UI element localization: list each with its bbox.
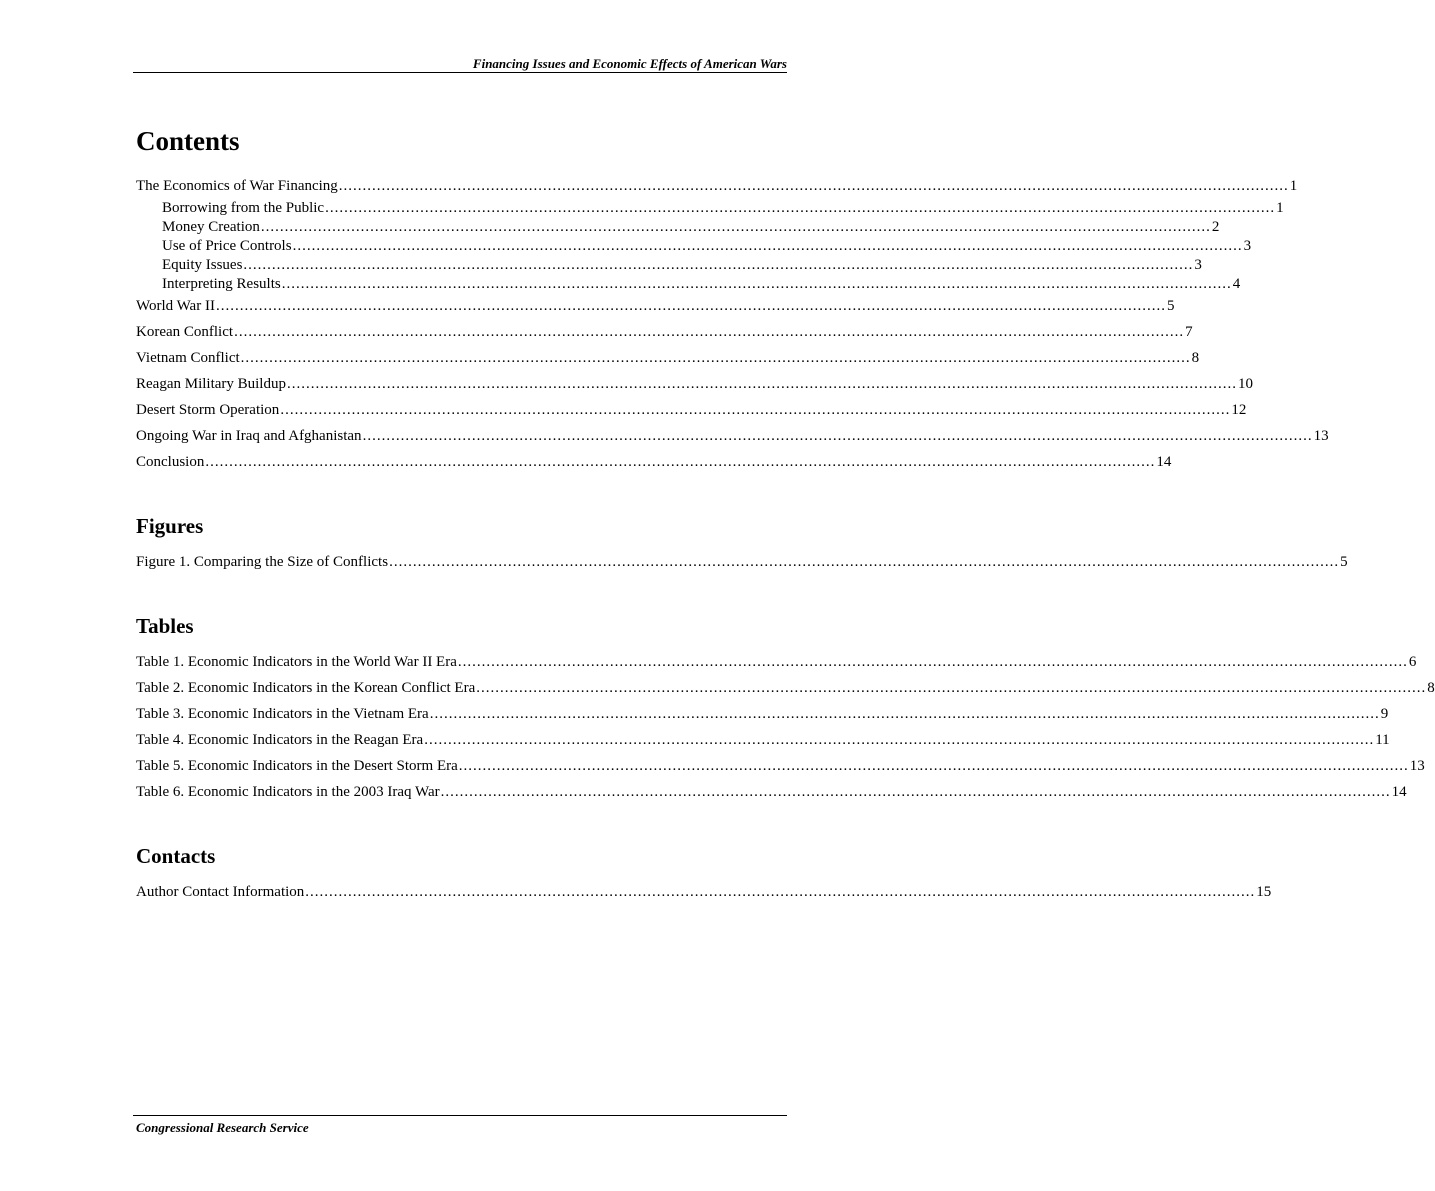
toc-entry-page: 13 xyxy=(1313,428,1329,444)
toc-entry-label: The Economics of War Financing xyxy=(136,178,338,194)
toc-entry-money-creation[interactable] xyxy=(162,218,1220,237)
toc-entry-label: Money Creation xyxy=(162,219,260,235)
toc-entry-label: Ongoing War in Iraq and Afghanistan xyxy=(136,428,362,444)
toc-entry-page: 3 xyxy=(1243,238,1252,254)
dot-leader: ........................................................................................................................................................................................................ xyxy=(234,324,1185,340)
toc-entry-label: Vietnam Conflict xyxy=(136,350,240,366)
contacts-title: Contacts xyxy=(136,844,216,868)
toc-entry-korean-conflict[interactable] xyxy=(136,323,1193,342)
dot-leader: ........................................................................................................................................................................................................ xyxy=(338,178,1289,194)
toc-entry-page: 3 xyxy=(1194,257,1202,273)
toc-entry-world-war-ii[interactable] xyxy=(136,297,1175,316)
footer-rule xyxy=(133,1115,787,1116)
toc-entry-page: 9 xyxy=(1380,706,1389,722)
toc-entry-label: Desert Storm Operation xyxy=(136,402,280,418)
toc-entry-use-of-price-controls[interactable] xyxy=(162,237,1252,256)
dot-leader: ........................................................................................................................................................................................................ xyxy=(280,402,1231,418)
toc-entry-ongoing-war-iraq-afghanistan[interactable] xyxy=(136,427,1329,446)
toc-entry-page: 14 xyxy=(1156,454,1172,470)
toc-entry-label: Author Contact Information xyxy=(136,884,305,900)
toc-entry-page: 2 xyxy=(1211,219,1220,235)
tables-title: Tables xyxy=(136,614,194,638)
dot-leader: ........................................................................................................................................................................................................ xyxy=(281,276,1232,292)
toc-entry-table-6[interactable] xyxy=(136,783,1407,802)
toc-entry-table-2[interactable] xyxy=(136,679,1435,698)
toc-entry-label: Interpreting Results xyxy=(162,276,281,292)
toc-entry-page: 12 xyxy=(1231,402,1247,418)
dot-leader: ........................................................................................................................................................................................................ xyxy=(215,298,1166,314)
dot-leader: ........................................................................................................................................................................................................ xyxy=(305,884,1256,900)
dot-leader: ........................................................................................................................................................................................................ xyxy=(440,784,1391,800)
toc-entry-table-1[interactable] xyxy=(136,653,1417,672)
toc-entry-table-3[interactable] xyxy=(136,705,1389,724)
contents-title: Contents xyxy=(136,126,240,156)
toc-entry-economics-of-war-financing[interactable] xyxy=(136,177,1298,196)
toc-entry-label: Figure 1. Comparing the Size of Conflicts xyxy=(136,554,389,570)
toc-entry-label: Table 3. Economic Indicators in the Vietnam Era xyxy=(136,706,429,722)
toc-entry-table-4[interactable] xyxy=(136,731,1390,750)
toc-entry-page: 6 xyxy=(1408,654,1417,670)
dot-leader: ........................................................................................................................................................................................................ xyxy=(243,257,1194,273)
dot-leader: ........................................................................................................................................................................................................ xyxy=(457,654,1408,670)
toc-entry-page: 1 xyxy=(1276,200,1284,216)
toc-entry-label: Table 5. Economic Indicators in the Desert Storm Era xyxy=(136,758,458,774)
toc-entry-label: Borrowing from the Public xyxy=(162,200,325,216)
toc-entry-page: 13 xyxy=(1409,758,1425,774)
toc-entry-page: 5 xyxy=(1166,298,1175,314)
toc-entry-label: Korean Conflict xyxy=(136,324,234,340)
toc-entry-conclusion[interactable] xyxy=(136,453,1172,472)
running-header: Financing Issues and Economic Effects of American Wars xyxy=(472,56,787,71)
dot-leader: ........................................................................................................................................................................................................ xyxy=(458,758,1409,774)
dot-leader: ........................................................................................................................................................................................................ xyxy=(362,428,1313,444)
toc-entry-label: World War II xyxy=(136,298,215,314)
dot-leader: ........................................................................................................................................................................................................ xyxy=(260,219,1211,235)
figures-title: Figures xyxy=(136,514,204,538)
dot-leader: ........................................................................................................................................................................................................ xyxy=(476,680,1427,696)
toc-entry-page: 11 xyxy=(1375,732,1390,748)
toc-entry-page: 10 xyxy=(1237,376,1253,392)
toc-entry-reagan-military-buildup[interactable] xyxy=(136,375,1253,394)
toc-entry-label: Table 6. Economic Indicators in the 2003 Iraq War xyxy=(136,784,440,800)
toc-entry-label: Conclusion xyxy=(136,454,205,470)
dot-leader: ........................................................................................................................................................................................................ xyxy=(205,454,1156,470)
toc-entry-interpreting-results[interactable] xyxy=(162,275,1241,294)
toc-entry-label: Reagan Military Buildup xyxy=(136,376,286,392)
toc-entry-borrowing-from-the-public[interactable] xyxy=(162,199,1284,218)
dot-leader: ........................................................................................................................................................................................................ xyxy=(240,350,1191,366)
dot-leader: ........................................................................................................................................................................................................ xyxy=(286,376,1237,392)
dot-leader: ........................................................................................................................................................................................................ xyxy=(292,238,1243,254)
footer-text: Congressional Research Service xyxy=(136,1120,309,1135)
toc-entry-label: Use of Price Controls xyxy=(162,238,292,254)
toc-entry-page: 15 xyxy=(1256,884,1272,900)
toc-entry-page: 4 xyxy=(1232,276,1241,292)
toc-entry-table-5[interactable] xyxy=(136,757,1425,776)
toc-entry-page: 14 xyxy=(1391,784,1407,800)
toc-entry-page: 5 xyxy=(1340,554,1348,570)
toc-entry-label: Table 1. Economic Indicators in the World War II Era xyxy=(136,654,457,670)
toc-entry-label: Table 2. Economic Indicators in the Korean Conflict Era xyxy=(136,680,476,696)
dot-leader: ........................................................................................................................................................................................................ xyxy=(325,200,1276,216)
toc-entry-label: Equity Issues xyxy=(162,257,243,273)
toc-entry-page: 8 xyxy=(1427,680,1435,696)
dot-leader: ........................................................................................................................................................................................................ xyxy=(424,732,1375,748)
toc-entry-desert-storm-operation[interactable] xyxy=(136,401,1247,420)
toc-entry-page: 8 xyxy=(1191,350,1200,366)
header-rule xyxy=(133,72,787,73)
toc-entry-page: 7 xyxy=(1185,324,1193,340)
toc-entry-equity-issues[interactable] xyxy=(162,256,1202,275)
toc-entry-author-contact-information[interactable] xyxy=(136,883,1272,902)
toc-entry-figure-1[interactable] xyxy=(136,553,1348,572)
toc-entry-page: 1 xyxy=(1289,178,1298,194)
toc-entry-vietnam-conflict[interactable] xyxy=(136,349,1200,368)
toc-entry-label: Table 4. Economic Indicators in the Reagan Era xyxy=(136,732,424,748)
dot-leader: ........................................................................................................................................................................................................ xyxy=(429,706,1380,722)
dot-leader: ........................................................................................................................................................................................................ xyxy=(389,554,1340,570)
